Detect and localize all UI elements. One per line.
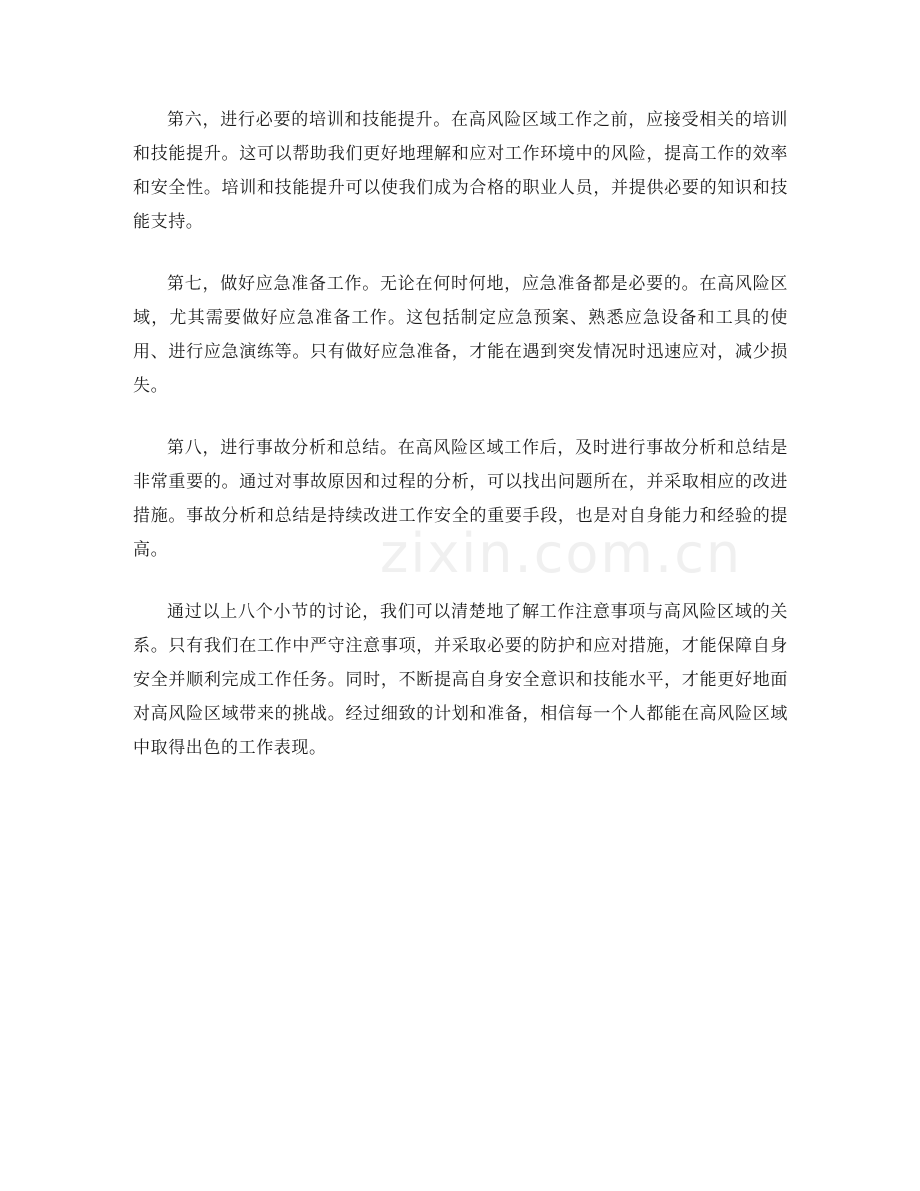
paragraph-section-7: 第七，做好应急准备工作。无论在何时何地，应急准备都是必要的。在高风险区域，尤其需要做好应急准备工作。这包括制定应急预案、熟悉应急设备和工具的使用、进行应急演练等。只有做好应急准备，才能在遇到突发情况时迅速应对，减少损失。	[133, 274, 788, 396]
paragraph-section-8: 第八，进行事故分析和总结。在高风险区域工作后，及时进行事故分析和总结是非常重要的。通过对事故原因和过程的分析，可以找出问题所在，并采取相应的改进措施。事故分析和总结是持续改进工作安全的重要手段，也是对自身能力和经验的提高。	[133, 438, 788, 560]
paragraph-section-6: 第六，进行必要的培训和技能提升。在高风险区域工作之前，应接受相关的培训和技能提升。这可以帮助我们更好地理解和应对工作环境中的风险，提高工作的效率和安全性。培训和技能提升可以使我们成为合格的职业人员，并提供必要的知识和技能支持。	[133, 110, 788, 232]
paragraph-conclusion: 通过以上八个小节的讨论，我们可以清楚地了解工作注意事项与高风险区域的关系。只有我们在工作中严守注意事项，并采取必要的防护和应对措施，才能保障自身安全并顺利完成工作任务。同时，不断提高自身安全意识和技能水平，才能更好地面对高风险区域带来的挑战。经过细致的计划和准备，相信每一个人都能在高风险区域中取得出色的工作表现。	[133, 602, 788, 758]
document-body	[133, 103, 788, 793]
watermark: zixin.com.cn	[380, 522, 743, 585]
